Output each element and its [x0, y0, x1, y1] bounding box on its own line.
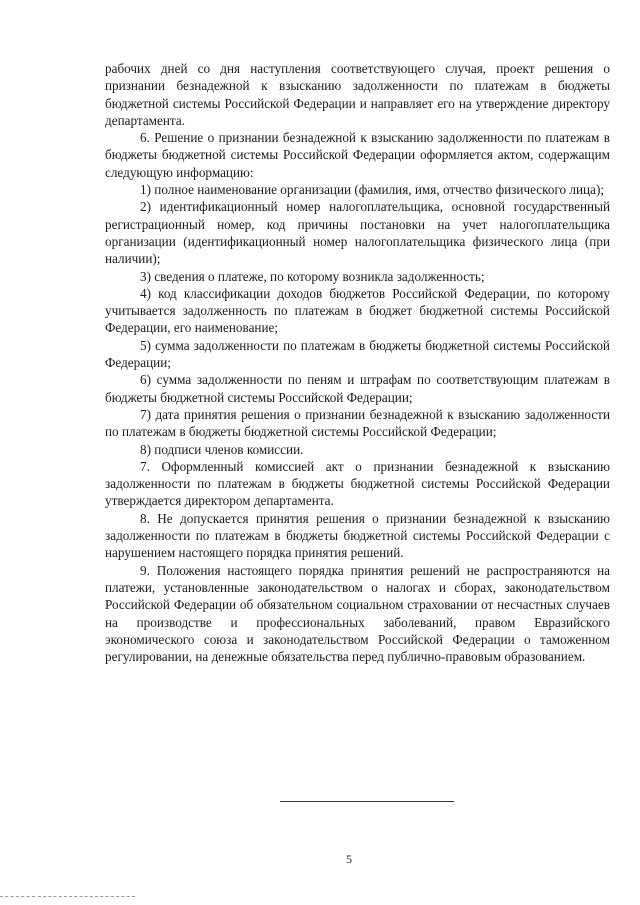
list-item: 1) полное наименование организации (фамилия, имя, отчество физического лица);: [140, 182, 605, 198]
list-item: 4) код классификации доходов бюджетов Российской Федерации, по которому учитывается задолженность по платежам в бюджет бюджетной системы Российской Федерации, его наименование;: [105, 285, 610, 336]
paragraph: рабочих дней со дня наступления соответствующего случая, проект решения о признании безнадежной к взысканию задолженности по платежам в бюджеты бюджетной системы Российской Федерации и направляет его на утверждение директору департамента.: [105, 61, 610, 128]
end-divider: [280, 801, 454, 802]
paragraph: 7. Оформленный комиссией акт о признании безнадежной к взысканию задолженности по платежам в бюджеты бюджетной системы Российской Федерации утверждается директором департамента.: [105, 458, 610, 509]
paragraph: 9. Положения настоящего порядка принятия решений не распространяются на платежи, установленные законодательством о налогах и сборах, законодательством Российской Федерации об обязательном социальном страховании от несчастных случаев на производстве и профессиональных заболеваний, правом Евразийского экономического союза и законодательством Российской Федерации о таможенном регулировании, на денежные обязательства перед публично-правовым образованием.: [105, 562, 610, 665]
scan-artifact: [38, 896, 98, 897]
scan-artifact: [95, 896, 135, 897]
paragraph: 8. Не допускается принятия решения о признании безнадежной к взысканию задолженности по платежам в бюджеты бюджетной системы Российской Федерации с нарушением настоящего порядка принятия решений.: [105, 510, 610, 561]
list-item: 6) сумма задолженности по пеням и штрафам по соответствующим платежам в бюджеты бюджетной системы Российской Федерации;: [105, 372, 610, 405]
list-item: 7) дата принятия решения о признании безнадежной к взысканию задолженности по платежам в бюджеты бюджетной системы Российской Федерации;: [105, 406, 610, 440]
page-number: 5: [346, 852, 352, 866]
paragraph: 6. Решение о признании безнадежной к взысканию задолженности по платежам в бюджеты бюджетной системы Российской Федерации оформляется актом, содержащим следующую информацию:: [105, 130, 610, 180]
document-body: [105, 60, 610, 665]
list-item: 2) идентификационный номер налогоплательщика, основной государственный регистрационный номер, код причины постановки на учет налогоплательщика организации (идентификационный номер налогоплательщика физического лица (при наличии);: [105, 199, 610, 267]
scan-artifact: [0, 896, 35, 897]
list-item: 3) сведения о платеже, по которому возникла задолженность;: [140, 268, 485, 284]
list-item: 8) подписи членов комиссии.: [140, 441, 304, 457]
list-item: 5) сумма задолженности по платежам в бюджеты бюджетной системы Российской Федерации;: [105, 337, 610, 371]
